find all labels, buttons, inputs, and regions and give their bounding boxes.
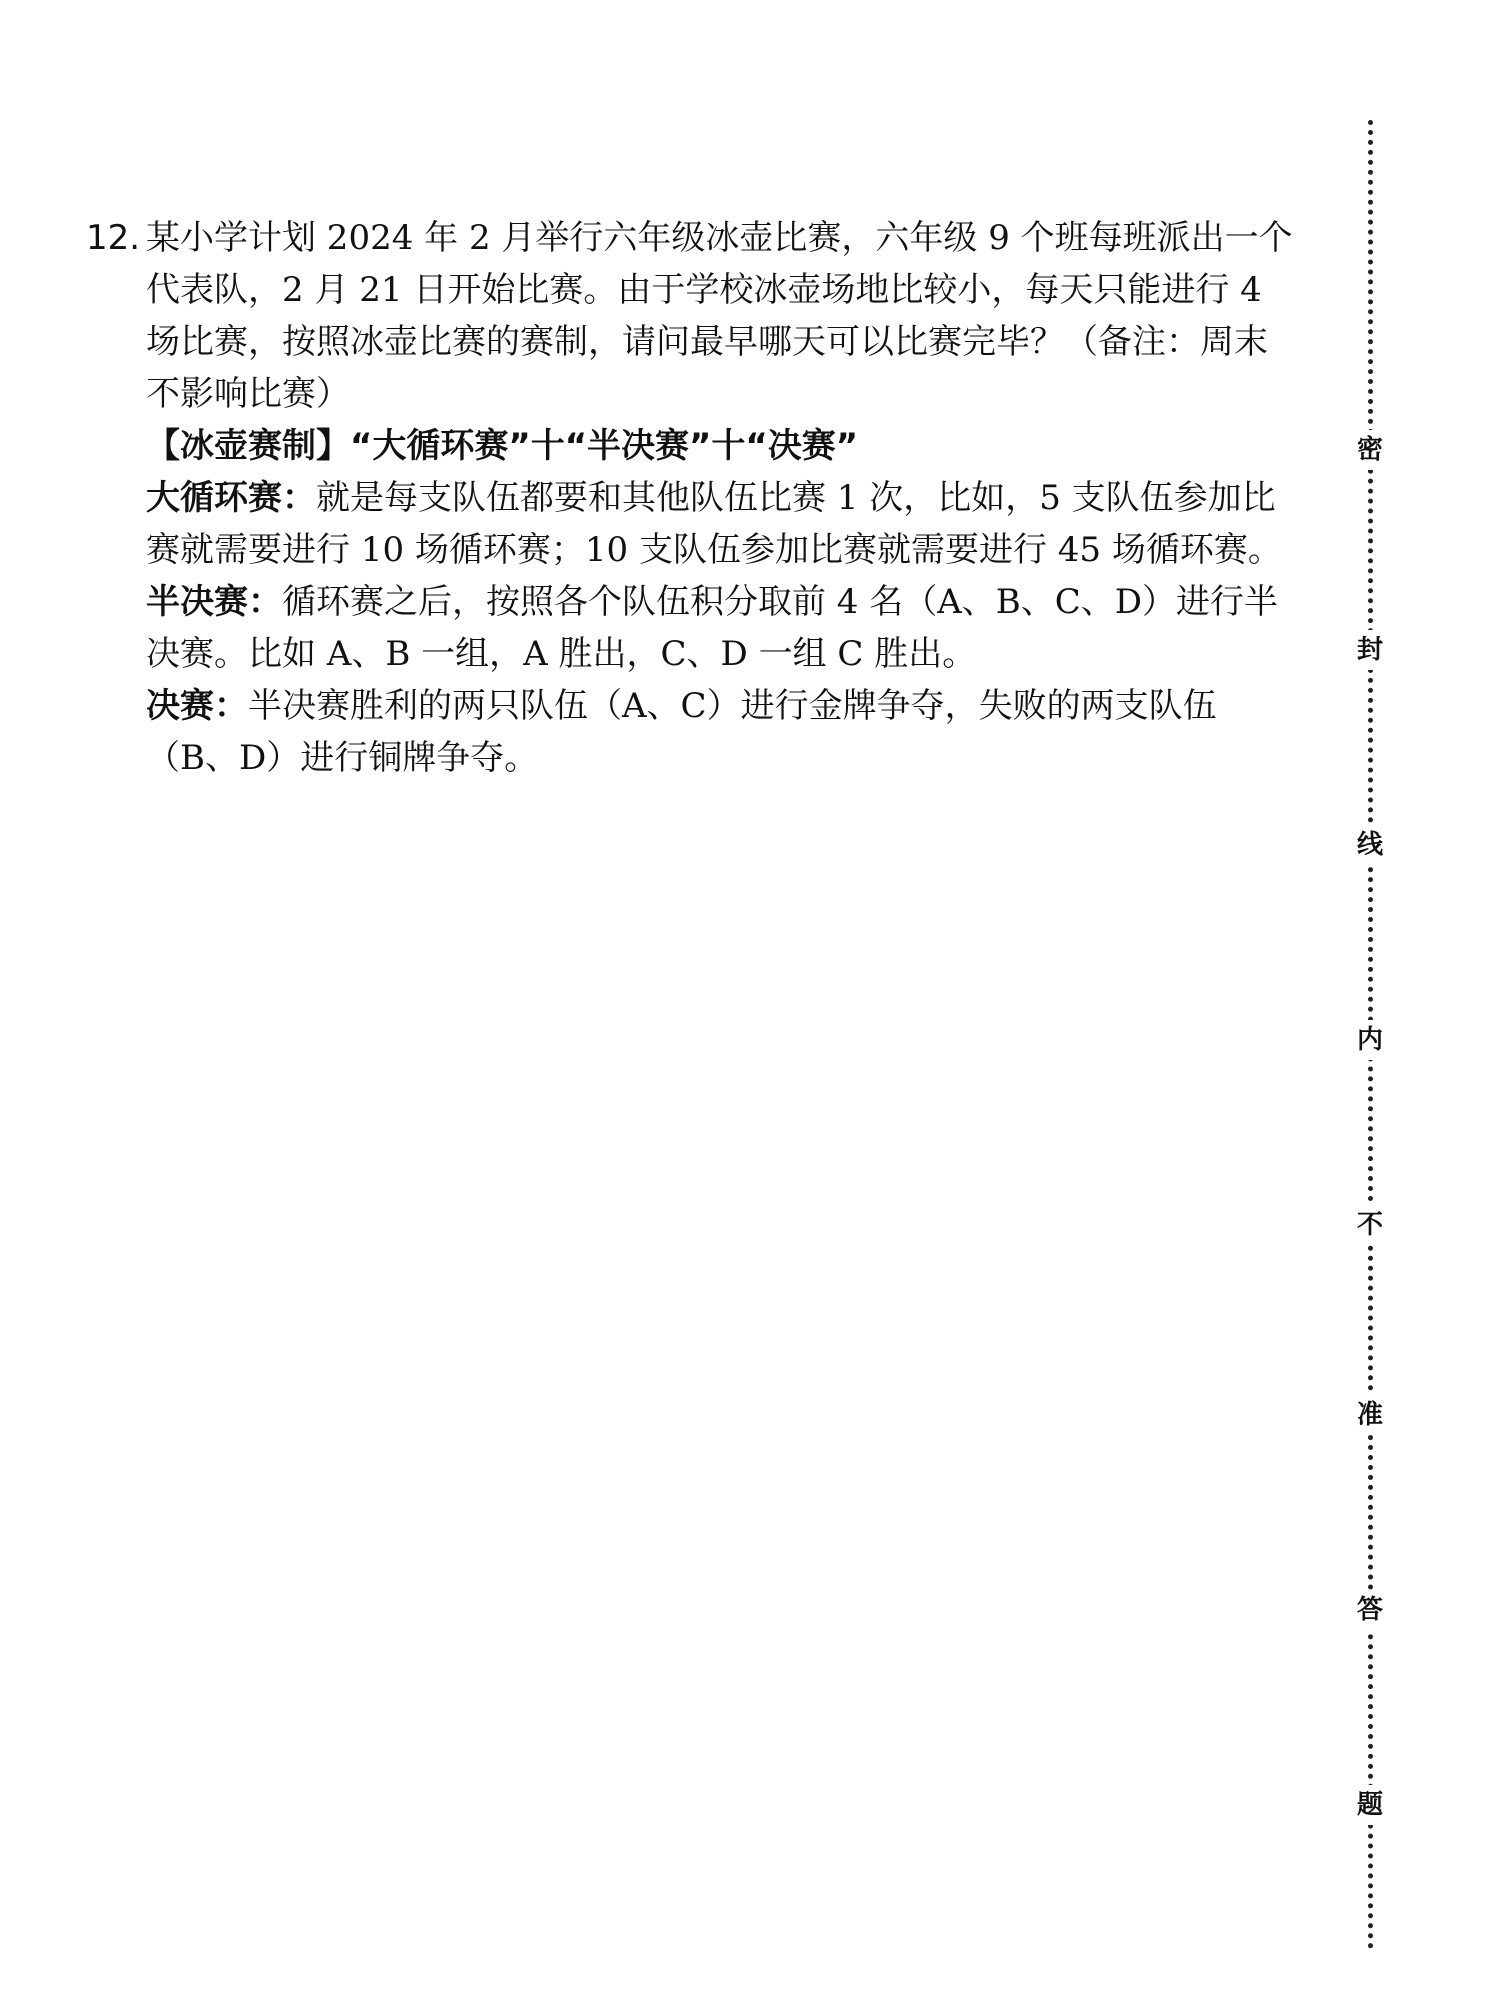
question-number: 12. [86,218,141,258]
question-intro-row [86,212,1296,420]
final-label: 决赛： [146,686,248,726]
binding-char-zhun: 准 [1351,1395,1389,1435]
final-rule [146,680,1296,784]
binding-char-nei: 内 [1351,1020,1389,1060]
binding-char-mi: 密 [1351,430,1389,470]
semifinal-text: 循环赛之后，按照各个队伍积分取前 4 名（A、B、C、D）进行半决赛。比如 A、B 一组，A 胜出，C、D 一组 C 胜出。 [146,582,1279,674]
binding-char-ti: 题 [1351,1785,1389,1825]
final-text: 半决赛胜利的两只队伍（A、C）进行金牌争夺，失败的两支队伍（B、D）进行铜牌争夺。 [146,686,1217,778]
round-robin-text: 就是每支队伍都要和其他队伍比赛 1 次，比如，5 支队伍参加比赛就需要进行 10 场循环赛；10 支队伍参加比赛就需要进行 45 场循环赛。 [146,478,1282,570]
round-robin-label: 大循环赛： [146,478,316,518]
rules-heading: 【冰壶赛制】“大循环赛”十“半决赛”十“决赛” [146,426,859,466]
question-intro: 某小学计划 2024 年 2 月举行六年级冰壶比赛，六年级 9 个班每班派出一个代表队，2 月 21 日开始比赛。由于学校冰壶场地比较小，每天只能进行 4 场比赛，按照冰壶比赛的赛制，请问最早哪天可以比赛完毕？（备注：周末不影响比赛） [146,218,1293,414]
round-robin-rule [146,472,1296,576]
binding-char-bu: 不 [1351,1205,1389,1245]
question-12 [86,212,1296,784]
binding-char-feng: 封 [1351,630,1389,670]
semifinal-label: 半决赛： [146,582,282,622]
semifinal-rule [146,576,1296,680]
binding-char-xian: 线 [1351,825,1389,865]
binding-char-da: 答 [1351,1590,1389,1630]
